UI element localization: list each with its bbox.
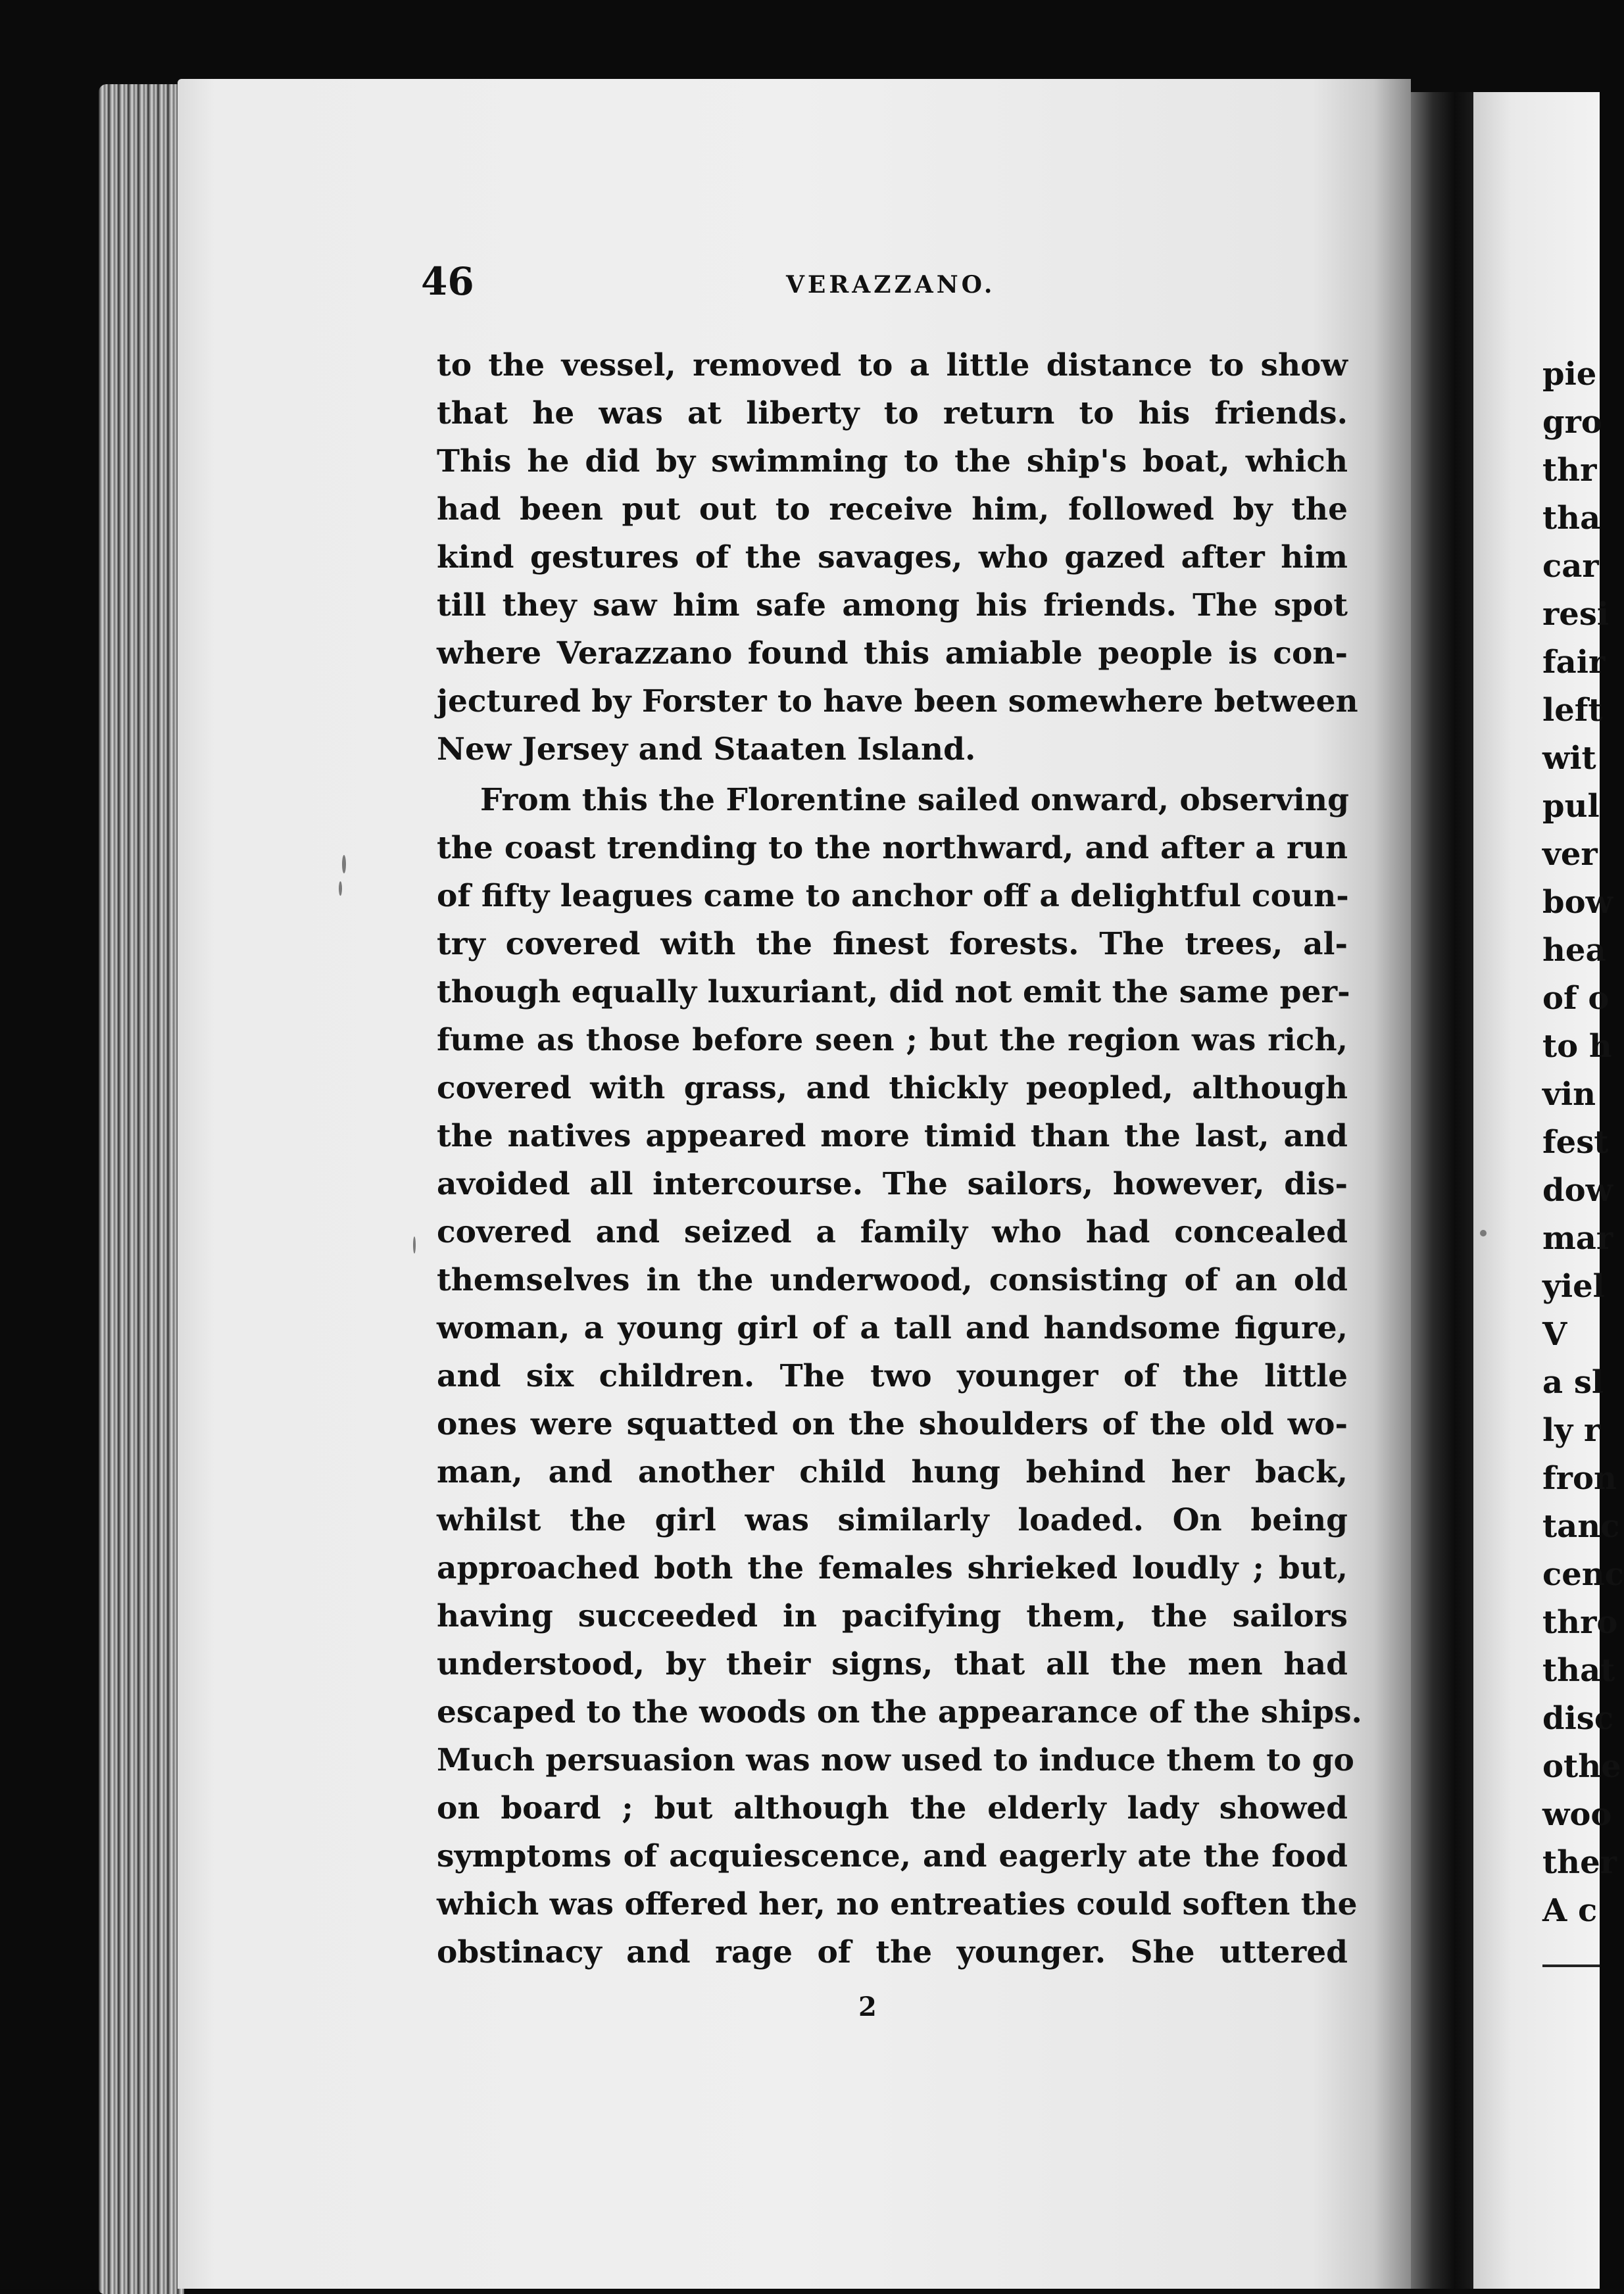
right-page-fragment: ver <box>1542 836 1598 873</box>
right-page-fragment: V <box>1542 1316 1567 1353</box>
right-page-fragment: disc <box>1542 1700 1614 1737</box>
text-line: which was offered her, no entreaties could soften the <box>437 1886 1358 1922</box>
text-line: themselves in the underwood, consisting of an old <box>437 1262 1348 1298</box>
text-line: symptoms of acquiescence, and eagerly ate the food <box>437 1838 1348 1874</box>
right-page-fragment: pul <box>1542 788 1600 825</box>
text-line: covered with grass, and thickly peopled, although <box>437 1070 1348 1106</box>
text-line: whilst the girl was similarly loaded. On being <box>437 1502 1348 1538</box>
right-page-fragment: bow <box>1542 884 1613 921</box>
text-line: the coast trending to the northward, and after a run <box>437 830 1348 866</box>
text-line: avoided all intercourse. The sailors, however, dis- <box>437 1166 1348 1202</box>
text-line: Much persuasion was now used to induce them to go <box>437 1742 1354 1778</box>
scan-speck <box>413 1236 416 1254</box>
right-page-fragment: othe <box>1542 1748 1621 1785</box>
right-page-fragment: ther <box>1542 1844 1617 1881</box>
right-page-fragment: hea <box>1542 932 1606 969</box>
right-page-fragment: ly r <box>1542 1412 1601 1449</box>
signature-mark: 2 <box>858 1991 877 2022</box>
right-page-fragment: thr <box>1542 452 1597 489</box>
right-page-fragment: fest <box>1542 1124 1609 1161</box>
page-edges <box>99 84 184 2294</box>
right-page-fragment: car <box>1542 548 1599 585</box>
right-page-fragment: A c <box>1542 1892 1598 1929</box>
text-line: that he was at liberty to return to his friends. <box>437 395 1348 431</box>
text-line: on board ; but although the elderly lady showed <box>437 1790 1348 1826</box>
right-page-fragment: gro <box>1542 404 1602 441</box>
text-line: and six children. The two younger of the little <box>437 1358 1348 1394</box>
text-line: the natives appeared more timid than the last, and <box>437 1118 1348 1154</box>
page-number: 46 <box>421 259 474 304</box>
text-line: fume as those before seen ; but the region was rich, <box>437 1022 1348 1058</box>
text-line: understood, by their signs, that all the men had <box>437 1646 1348 1682</box>
right-page-fragment: yiel <box>1542 1268 1605 1305</box>
right-page-fragment: that <box>1542 1652 1615 1689</box>
text-line: having succeeded in pacifying them, the sailors <box>437 1598 1348 1634</box>
text-line: till they saw him safe among his friends. The spot <box>437 587 1348 623</box>
right-page-fragment: to h <box>1542 1028 1612 1065</box>
running-title: VERAZZANO. <box>786 271 996 299</box>
right-page-fragment: wit <box>1542 740 1596 777</box>
right-page-fragment: left <box>1542 692 1603 729</box>
text-line: woman, a young girl of a tall and handsome figure, <box>437 1310 1348 1346</box>
right-page-fragment: woo <box>1542 1796 1612 1833</box>
right-page-fragment: of o <box>1542 980 1610 1017</box>
right-page-fragment: tanc <box>1542 1508 1620 1545</box>
right-page-fragment: tha <box>1542 500 1601 537</box>
text-line: New Jersey and Staaten Island. <box>437 731 976 768</box>
right-page-fragment: thro <box>1542 1604 1618 1641</box>
text-line: of fifty leagues came to anchor off a delightful coun- <box>437 878 1349 914</box>
right-page-fragment: vin <box>1542 1076 1596 1113</box>
right-page-fragment: fron <box>1542 1460 1617 1497</box>
text-line: This he did by swimming to the ship's boat, which <box>437 443 1348 479</box>
book-gutter <box>1411 92 1473 2289</box>
text-line: try covered with the finest forests. The trees, al- <box>437 926 1348 962</box>
right-page-fragment: cenc <box>1542 1556 1624 1593</box>
text-line: jectured by Forster to have been somewhere between <box>437 683 1358 720</box>
scan-speck <box>339 881 342 896</box>
right-page-fragment: pie <box>1542 356 1597 393</box>
text-line: obstinacy and rage of the younger. She uttered <box>437 1934 1348 1970</box>
text-line: man, and another child hung behind her back, <box>437 1454 1348 1490</box>
right-page-fragment: dow <box>1542 1172 1613 1209</box>
text-line: ones were squatted on the shoulders of the old wo- <box>437 1406 1348 1442</box>
text-line: approached both the females shrieked loudly ; but, <box>437 1550 1348 1586</box>
right-page-fragment: fair <box>1542 644 1606 681</box>
scan-speck <box>1480 1230 1487 1236</box>
text-line: had been put out to receive him, followed by the <box>437 491 1348 527</box>
text-line: From this the Florentine sailed onward, observing <box>480 782 1349 818</box>
right-page-rule <box>1542 1965 1600 1967</box>
scan-speck <box>342 855 346 873</box>
right-page-fragment: a sl <box>1542 1364 1604 1401</box>
text-line: to the vessel, removed to a little distance to show <box>437 347 1348 383</box>
text-line: escaped to the woods on the appearance of the ships. <box>437 1694 1362 1730</box>
right-page-fragment: resi <box>1542 596 1610 633</box>
text-line: where Verazzano found this amiable people is con- <box>437 635 1348 671</box>
text-line: covered and seized a family who had concealed <box>437 1214 1348 1250</box>
right-page-fragment: mar <box>1542 1220 1613 1257</box>
text-line: though equally luxuriant, did not emit the same per- <box>437 974 1350 1010</box>
text-line: kind gestures of the savages, who gazed after him <box>437 539 1348 575</box>
